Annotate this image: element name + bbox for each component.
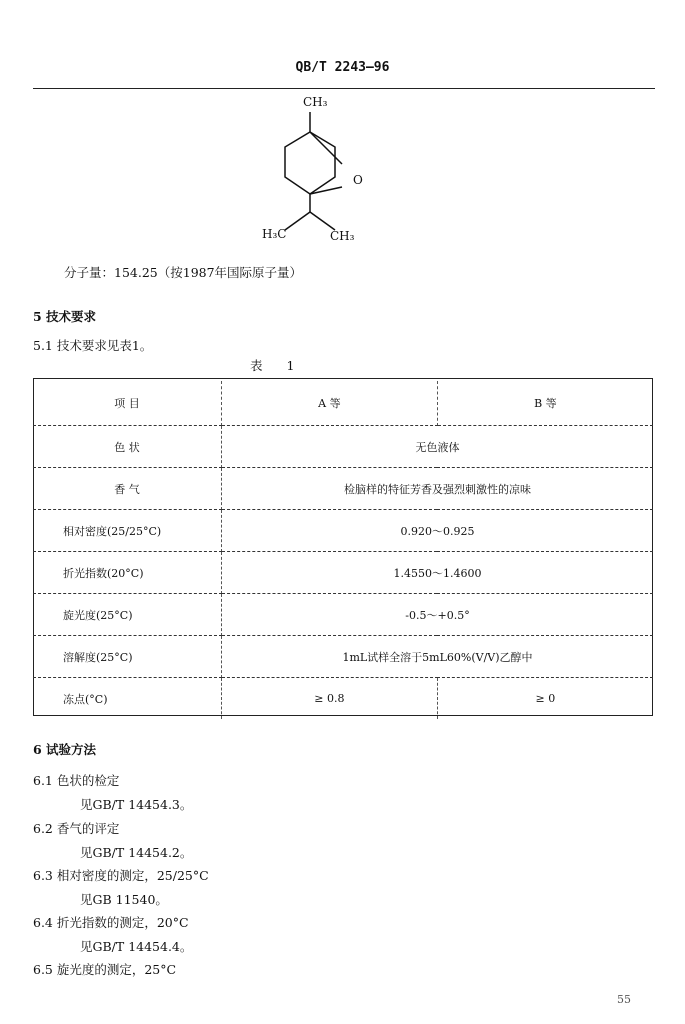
header-item: 项 目 (33, 381, 222, 426)
row-item: 旋光度(25°C) (33, 594, 222, 636)
methyl-top-label: CH₃ (303, 95, 328, 109)
cyclohexane-ring (285, 132, 335, 194)
table-row (33, 510, 653, 552)
row-item: 相对密度(25/25°C) (33, 510, 222, 552)
section6-1-title: 6.1 色状的检定 (33, 773, 120, 788)
table-header-row (33, 381, 653, 426)
section6-4-ref: 见GB/T 14454.4。 (80, 939, 193, 954)
section6-4-title: 6.4 折光指数的测定，20°C (33, 915, 189, 930)
section5-1: 5.1 技术要求见表1。 (33, 338, 153, 353)
section6-2-title: 6.2 香气的评定 (33, 821, 120, 836)
row-item: 冻点(°C) (33, 678, 222, 720)
molecular-weight: 分子量：154.25（按1987年国际原子量） (64, 265, 303, 280)
header-b: B 等 (437, 381, 653, 426)
table-caption: 表 1 (250, 358, 305, 373)
section6-2-ref: 见GB/T 14454.2。 (80, 845, 193, 860)
header-a: A 等 (222, 381, 438, 426)
table-row (33, 594, 653, 636)
table-row (33, 468, 653, 510)
section5-heading: 5 技术要求 (33, 309, 97, 324)
row-value: 检脑样的特征芳香及强烈刺激性的凉味 (222, 468, 654, 510)
section6-3-title: 6.3 相对密度的测定，25/25°C (33, 868, 209, 883)
table-row (33, 636, 653, 678)
structure-diagram (230, 92, 390, 252)
row-item: 色 状 (33, 426, 222, 468)
row-item: 香 气 (33, 468, 222, 510)
page-header: QB/T 2243—96 (295, 60, 390, 75)
section6-5-title: 6.5 旋光度的测定，25°C (33, 962, 177, 977)
header-rule (33, 88, 655, 89)
table-row (33, 552, 653, 594)
section6-1-ref: 见GB/T 14454.3。 (80, 797, 193, 812)
oxygen-label: O (353, 173, 363, 187)
methyl-right-label: CH₃ (330, 229, 355, 243)
spec-table (33, 381, 653, 719)
row-value: 无色液体 (222, 426, 654, 468)
page-number: 55 (617, 993, 631, 1006)
row-value: -0.5～+0.5° (222, 594, 654, 636)
row-value: 1mL试样全溶于5mL60%(V/V)乙醇中 (222, 636, 654, 678)
row-item: 溶解度(25°C) (33, 636, 222, 678)
section6-3-ref: 见GB 11540。 (80, 892, 168, 907)
row-value-a: ≥ 0.8 (222, 678, 438, 720)
table-row (33, 426, 653, 468)
table-row (33, 678, 653, 720)
row-item: 折光指数(20°C) (33, 552, 222, 594)
row-value-b: ≥ 0 (535, 692, 556, 705)
section6-heading: 6 试验方法 (33, 742, 97, 757)
methyl-left-label: H₃C (262, 227, 287, 241)
row-value: 0.920～0.925 (222, 510, 654, 552)
row-value: 1.4550～1.4600 (222, 552, 654, 594)
